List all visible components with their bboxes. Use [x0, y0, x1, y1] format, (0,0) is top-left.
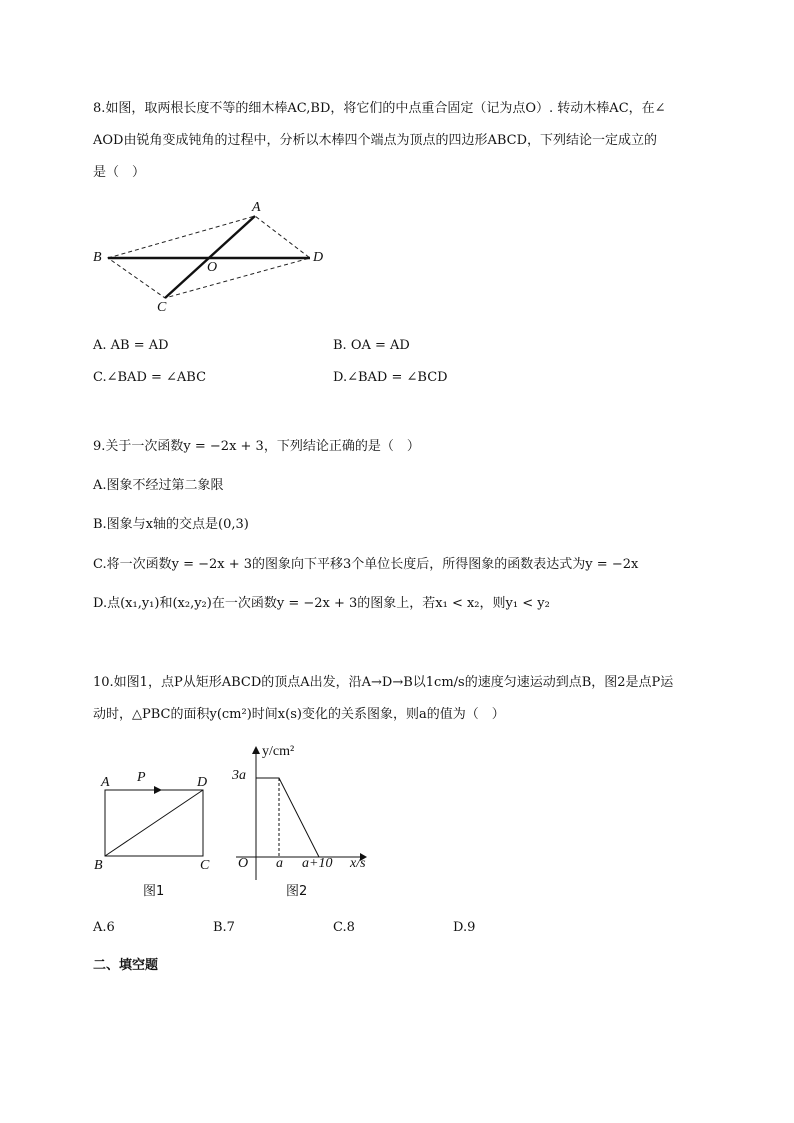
q10-option-b: B.7	[213, 920, 235, 935]
q8-label-o: O	[207, 260, 218, 275]
q8-label-d: D	[313, 250, 324, 265]
q10-option-a: A.6	[93, 920, 115, 935]
q10-fig2-y-label: y/cm²	[262, 744, 295, 759]
q10-fig1-label-c: C	[200, 858, 210, 873]
q10-stem-line1: 10.如图1，点P从矩形ABCD的顶点A出发，沿A→D→B以1cm/s的速度匀速运动到点B，图2是点P运	[93, 675, 674, 690]
q8-option-c: C.∠BAD = ∠ABC	[93, 370, 207, 385]
q10-fig1-label-a: A	[101, 775, 110, 790]
q8-label-b: B	[93, 250, 102, 265]
q10-fig1-caption: 图1	[143, 884, 165, 899]
q10-fig2-caption: 图2	[286, 884, 308, 899]
q9-option-a: A.图象不经过第二象限	[93, 478, 224, 493]
q10-fig2-x-tick-a10: a+10	[302, 856, 333, 871]
q10-fig2-x-tick-a: a	[276, 856, 283, 871]
q9-stem: 9.关于一次函数y = −2x + 3，下列结论正确的是（ ）	[93, 439, 420, 454]
q10-fig2-area-curve	[256, 778, 319, 857]
q8-option-b: B. OA = AD	[333, 338, 410, 353]
q8-stem-line3: 是（ ）	[93, 165, 146, 180]
q9-option-b: B.图象与x轴的交点是(0,3)	[93, 517, 249, 532]
q8-figure-quadrilateral	[88, 198, 338, 320]
q10-fig2-y-tick-3a: 3a	[232, 768, 246, 783]
q8-option-d: D.∠BAD = ∠BCD	[333, 370, 448, 385]
q9-option-c: C.将一次函数y = −2x + 3的图象向下平移3个单位长度后，所得图象的函数表达式为y = −2x	[93, 557, 639, 572]
q10-fig2-origin: O	[238, 856, 249, 871]
q10-fig2-y-arrow	[252, 746, 260, 754]
section-title-fill-in: 二、填空题	[93, 958, 159, 973]
q10-fig1-label-p: P	[137, 770, 146, 785]
q8-label-c: C	[157, 300, 167, 315]
q10-stem-line2: 动时，△PBC的面积y(cm²)时间x(s)变化的关系图象，则a的值为（ ）	[93, 707, 505, 722]
q9-option-d: D.点(x₁,y₁)和(x₂,y₂)在一次函数y = −2x + 3的图象上，若x₁ < x₂，则y₁ < y₂	[93, 596, 550, 611]
q10-fig1-label-d: D	[197, 775, 208, 790]
q10-fig1-label-b: B	[94, 858, 103, 873]
q10-diagonal-bd	[105, 790, 203, 856]
q8-label-a: A	[252, 200, 261, 215]
q8-stem-line1: 8.如图，取两根长度不等的细木棒AC,BD，将它们的中点重合固定（记为点O）. 转动木棒AC，在∠	[93, 101, 666, 116]
q10-arrow-ad	[154, 786, 162, 794]
q10-option-d: D.9	[453, 920, 476, 935]
q10-fig2-x-label: x/s	[350, 856, 366, 871]
q8-option-a: A. AB = AD	[93, 338, 169, 353]
q10-option-c: C.8	[333, 920, 355, 935]
q8-stem-line2: AOD由锐角变成钝角的过程中，分析以木棒四个端点为顶点的四边形ABCD，下列结论一定成立的	[93, 133, 658, 148]
